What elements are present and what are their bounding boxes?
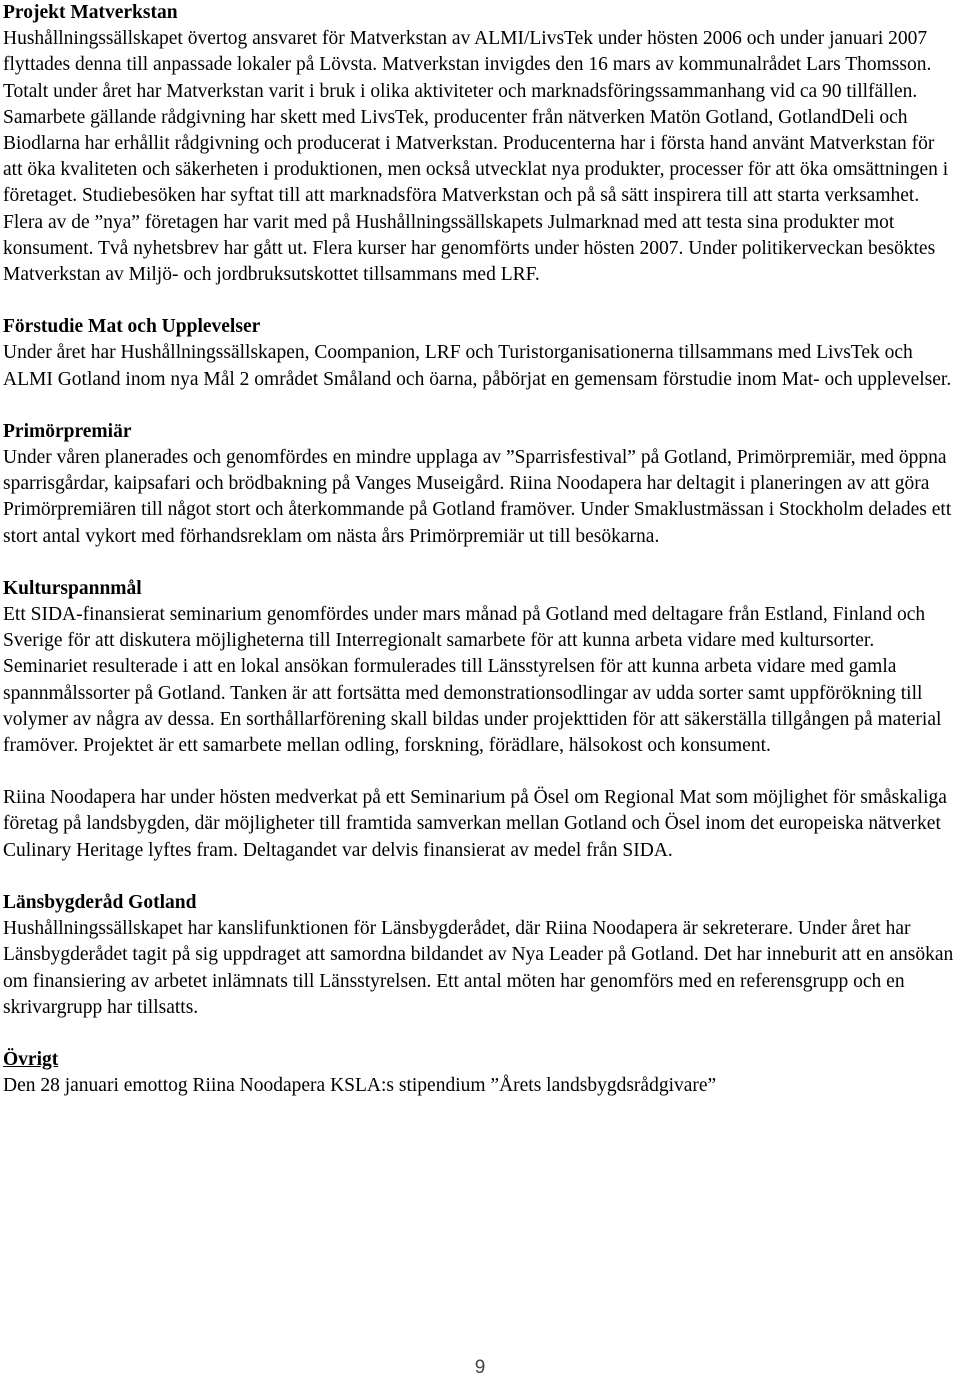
spacer: [3, 864, 958, 890]
paragraph-forstudie: Under året har Hushållningssällskapen, Coompanion, LRF och Turistorganisationerna tillsammans med LivsTek och ALMI Gotland inom nya Mål 2 området Småland och öarna, påbörjat en gemensam förstudie inom Mat- och upplevelser.: [3, 342, 952, 390]
spacer: [3, 1021, 958, 1047]
spacer: [3, 288, 958, 314]
spacer: [3, 550, 958, 576]
section-kulturspannmal: [3, 576, 958, 864]
paragraph-primorpremiar: Under våren planerades och genomfördes en mindre upplaga av ”Sparrisfestival” på Gotland, Primörpremiär, med öppna sparrisgårdar, kaipsafari och brödbakning på Vanges Museigård. Riina Noodapera har deltagit i planeringen av att göra Primörpremiären till något stort och återkommande på Gotland framöver. Under Smaklustmässan i Stockholm delades ett stort antal vykort med förhandsreklam om nästa års Primörpremiär ut till besökarna.: [3, 447, 952, 547]
section-forstudie: [3, 314, 958, 393]
spacer: [3, 759, 958, 785]
section-ovrigt: [3, 1047, 958, 1099]
heading-kulturspannmal: Kulturspannmål: [3, 577, 142, 599]
paragraph-kulturspannmal-1: Ett SIDA-finansierat seminarium genomfördes under mars månad på Gotland med deltagare från Estland, Finland och Sverige för att diskutera möjligheterna till Interregionalt samarbete för att kunna arbeta vidare med kultursorter.: [3, 604, 926, 652]
paragraph-lansbygderad: Hushållningssällskapet har kanslifunktionen för Länsbygderådet, där Riina Noodapera är sekreterare. Under året har Länsbygderådet tagit på sig uppdraget att samordna bildandet av Nya Leader på Gotland. Det har inneburit att en ansökan om finansiering av arbetet inlämnats till Länsstyrelsen. Ett antal möten har genomförs med en referensgrupp och en skrivargrupp har tillsatts.: [3, 918, 954, 1018]
heading-ovrigt: Övrigt: [3, 1048, 59, 1070]
document-page: [3, 0, 958, 1099]
section-lansbygderad: [3, 890, 958, 1021]
spacer: [3, 393, 958, 419]
section-matverkstan: [3, 0, 958, 288]
heading-lansbygderad: Länsbygderåd Gotland: [3, 891, 197, 913]
paragraph-matverkstan: Hushållningssällskapet övertog ansvaret för Matverkstan av ALMI/LivsTek under hösten 2006 och under januari 2007 flyttades denna till anpassade lokaler på Lövsta. Matverkstan invigdes den 16 mars av kommunalrådet Lars Thomsson. Totalt under året har Matverkstan varit i bruk i olika aktiviteter och marknadsföringssammanhang vid ca 90 tillfällen. Samarbete gällande rådgivning har skett med LivsTek, producenter från nätverken Matön Gotland, GotlandDeli och Biodlarna har erhållit rådgivning och producerat i Matverkstan. Producenterna har i första hand använt Matverkstan för att öka kvaliteten och säkerheten i produktionen, men också utvecklat nya produkter, processer för att öka omsättningen i företaget. Studiebesöken har syftat till att marknadsföra Matverkstan och på så sätt inspirera till att starta verksamhet. Flera av de ”nya” företagen har varit med på Hushållningssällskapets Julmarknad med att testa sina produkter mot konsument. Två nyhetsbrev har gått ut. Flera kurser har genomförts under hösten 2007. Under politikerveckan besöktes Matverkstan av Miljö- och jordbruksutskottet tillsammans med LRF.: [3, 28, 949, 286]
paragraph-kulturspannmal-3: Riina Noodapera har under hösten medverkat på ett Seminarium på Ösel om Regional Mat som möjlighet för småskaliga företag på landsbygden, där möjligheter till framtida samverkan mellan Gotland och Ösel inom det europeiska nätverket Culinary Heritage lyftes fram. Deltagandet var delvis finansierat av medel från SIDA.: [3, 787, 947, 861]
paragraph-kulturspannmal-2: Seminariet resulterade i att en lokal ansökan formulerades till Länsstyrelsen för att kunna arbeta vidare med gamla spannmålssorter på Gotland. Tanken är att fortsätta med demonstrationsodlingar av udda sorter samt uppförökning till volymer av några av dessa. En sorthållarförening skall bildas under projekttiden för att säkerställa tillgången på material framöver. Projektet är ett samarbete mellan odling, forskning, förädlare, hälsokost och konsument.: [3, 656, 942, 757]
heading-primorpremiar: Primörpremiär: [3, 420, 132, 442]
page-number: 9: [474, 1357, 486, 1378]
section-primorpremiar: [3, 419, 958, 550]
heading-forstudie: Förstudie Mat och Upplevelser: [3, 316, 261, 338]
paragraph-ovrigt: Den 28 januari emottog Riina Noodapera KSLA:s stipendium ”Årets landsbygdsrådgivare”: [3, 1075, 717, 1097]
heading-matverkstan: Projekt Matverkstan: [3, 2, 178, 23]
